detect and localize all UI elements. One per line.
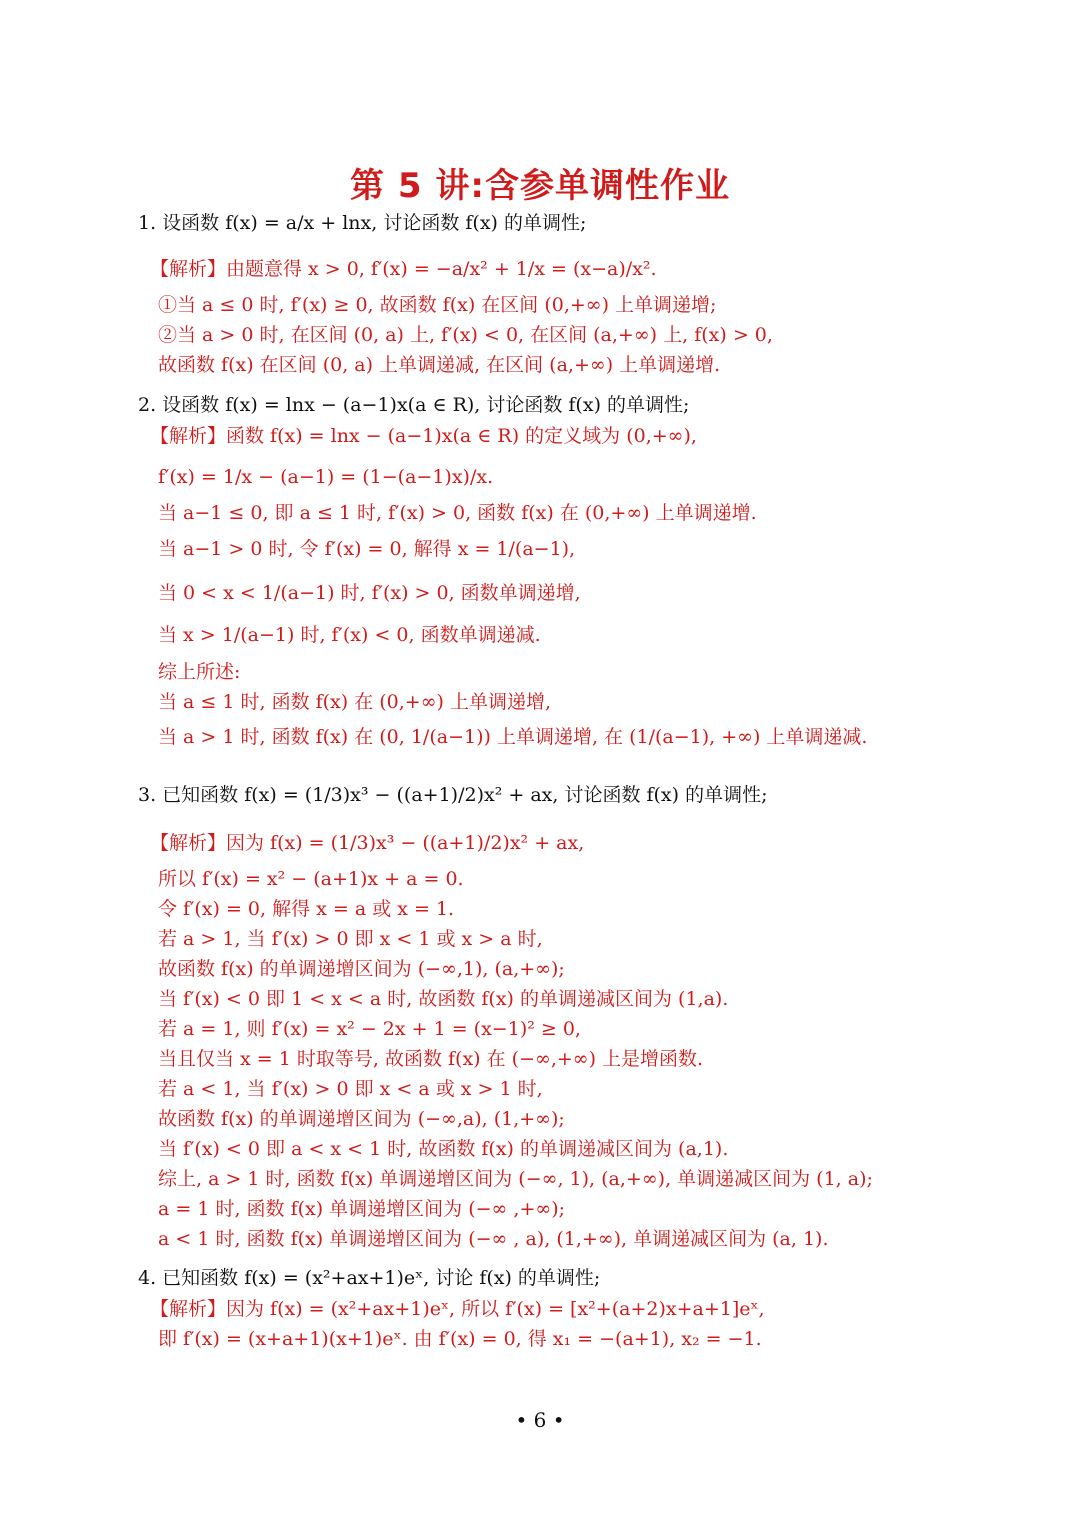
- problem-3-solution-line: 令 f′(x) = 0, 解得 x = a 或 x = 1.: [158, 898, 455, 920]
- problem-1-question: 1. 设函数 f(x) = a/x + lnx, 讨论函数 f(x) 的单调性;: [138, 212, 587, 234]
- problem-2-solution-line: 当 a−1 ≤ 0, 即 a ≤ 1 时, f′(x) > 0, 函数 f(x) 在 (0,+∞) 上单调递增.: [158, 502, 757, 524]
- problem-4-question: 4. 已知函数 f(x) = (x²+ax+1)eˣ, 讨论 f(x) 的单调性;: [138, 1267, 601, 1289]
- problem-3-solution-line: 当 f′(x) < 0 即 a < x < 1 时, 故函数 f(x) 的单调递减区间为 (a,1).: [158, 1138, 729, 1160]
- problem-3-solution-line: 综上, a > 1 时, 函数 f(x) 单调递增区间为 (−∞, 1), (a,+∞), 单调递减区间为 (1, a);: [158, 1168, 873, 1190]
- problem-2-solution-line: 当 a > 1 时, 函数 f(x) 在 (0, 1/(a−1)) 上单调递增, 在 (1/(a−1), +∞) 上单调递减.: [158, 726, 868, 748]
- problem-2-solution-line: 综上所述:: [158, 661, 241, 683]
- problem-1-solution-line: ②当 a > 0 时, 在区间 (0, a) 上, f′(x) < 0, 在区间 (a,+∞) 上, f(x) > 0,: [158, 324, 773, 346]
- problem-2-solution-line: 当 a ≤ 1 时, 函数 f(x) 在 (0,+∞) 上单调递增,: [158, 691, 552, 713]
- page-title: 第 5 讲:含参单调性作业: [350, 166, 730, 206]
- problem-2-solution-line: 当 0 < x < 1/(a−1) 时, f′(x) > 0, 函数单调递增,: [158, 582, 581, 604]
- problem-3-solution-line: 【解析】因为 f(x) = (1/3)x³ − ((a+1)/2)x² + ax,: [150, 832, 585, 854]
- problem-3-solution-line: 若 a < 1, 当 f′(x) > 0 即 x < a 或 x > 1 时,: [158, 1078, 543, 1100]
- problem-4-solution-line: 【解析】因为 f(x) = (x²+ax+1)eˣ, 所以 f′(x) = [x²+(a+2)x+a+1]eˣ,: [150, 1298, 765, 1320]
- problem-3-solution-line: 当且仅当 x = 1 时取等号, 故函数 f(x) 在 (−∞,+∞) 上是增函数.: [158, 1048, 704, 1070]
- problem-2-solution-line: 当 x > 1/(a−1) 时, f′(x) < 0, 函数单调递减.: [158, 624, 541, 646]
- problem-2-solution-line: 当 a−1 > 0 时, 令 f′(x) = 0, 解得 x = 1/(a−1),: [158, 538, 576, 560]
- problem-3-solution-line: 当 f′(x) < 0 即 1 < x < a 时, 故函数 f(x) 的单调递减区间为 (1,a).: [158, 988, 729, 1010]
- problem-3-solution-line: 若 a > 1, 当 f′(x) > 0 即 x < 1 或 x > a 时,: [158, 928, 543, 950]
- problem-1-solution-line: 故函数 f(x) 在区间 (0, a) 上单调递减, 在区间 (a,+∞) 上单调递增.: [158, 354, 721, 376]
- problem-3-solution-line: 所以 f′(x) = x² − (a+1)x + a = 0.: [158, 868, 464, 890]
- problem-3-solution-line: a = 1 时, 函数 f(x) 单调递增区间为 (−∞ ,+∞);: [158, 1198, 566, 1220]
- problem-4-solution-line: 即 f′(x) = (x+a+1)(x+1)eˣ. 由 f′(x) = 0, 得 x₁ = −(a+1), x₂ = −1.: [158, 1328, 762, 1350]
- problem-3-solution-line: 故函数 f(x) 的单调递增区间为 (−∞,a), (1,+∞);: [158, 1108, 565, 1130]
- problem-3-solution-line: a < 1 时, 函数 f(x) 单调递增区间为 (−∞ , a), (1,+∞), 单调递减区间为 (a, 1).: [158, 1228, 829, 1250]
- problem-3-question: 3. 已知函数 f(x) = (1/3)x³ − ((a+1)/2)x² + ax, 讨论函数 f(x) 的单调性;: [138, 784, 768, 806]
- problem-1-solution-line: 【解析】由题意得 x > 0, f′(x) = −a/x² + 1/x = (x−a)/x².: [150, 258, 657, 280]
- problem-3-solution-line: 故函数 f(x) 的单调递增区间为 (−∞,1), (a,+∞);: [158, 958, 565, 980]
- problem-2-solution-line: 【解析】函数 f(x) = lnx − (a−1)x(a ∈ R) 的定义域为 (0,+∞),: [150, 425, 697, 447]
- problem-3-solution-line: 若 a = 1, 则 f′(x) = x² − 2x + 1 = (x−1)² ≥ 0,: [158, 1018, 581, 1040]
- problem-2-solution-line: f′(x) = 1/x − (a−1) = (1−(a−1)x)/x.: [158, 466, 494, 488]
- problem-2-question: 2. 设函数 f(x) = lnx − (a−1)x(a ∈ R), 讨论函数 f(x) 的单调性;: [138, 394, 690, 416]
- problem-1-solution-line: ①当 a ≤ 0 时, f′(x) ≥ 0, 故函数 f(x) 在区间 (0,+∞) 上单调递增;: [158, 294, 717, 316]
- page-number: • 6 •: [515, 1408, 565, 1432]
